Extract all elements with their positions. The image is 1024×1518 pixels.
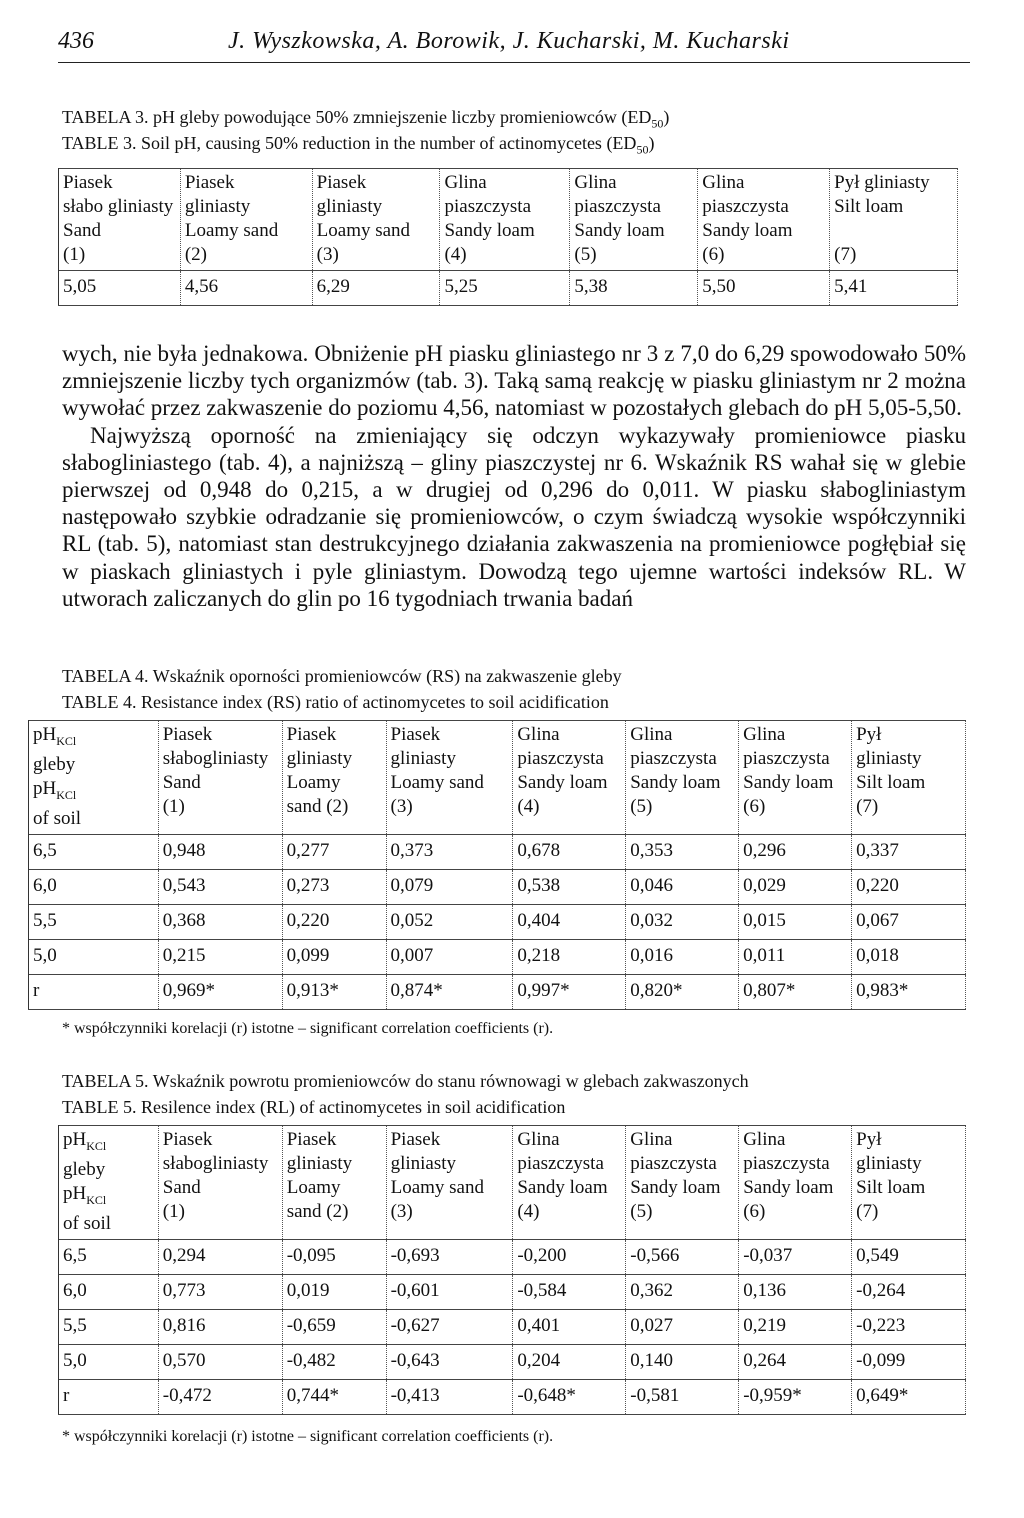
table-cell: 4,56 (180, 271, 312, 306)
table-cell: 0,362 (626, 1274, 739, 1309)
table-cell: 0,874* (386, 974, 513, 1009)
row-label: r (59, 1379, 159, 1414)
table5-caption-en: TABLE 5. Resilence index (RL) of actinomycetes in soil acidification (62, 1097, 566, 1117)
table-cell: 0,099 (282, 939, 386, 974)
table5-col-header: Pył gliniasty Silt loam (7) (852, 1126, 966, 1240)
table-cell: -0,601 (386, 1274, 513, 1309)
running-header (58, 28, 970, 66)
table-cell: 0,807* (739, 974, 852, 1009)
table-cell: 0,744* (282, 1379, 386, 1414)
table-cell: 0,538 (513, 869, 626, 904)
table-row (59, 1309, 966, 1344)
table-cell: -0,693 (386, 1239, 513, 1274)
table4-header-row (29, 721, 966, 835)
table5-col-header: Piasek gliniasty Loamy sand (3) (386, 1126, 513, 1240)
table3-caption-pl: TABELA 3. pH gleby powodujące 50% zmniejszenie liczby promieniowców $(ED_{50})$ (62, 107, 670, 131)
row-label: 6,0 (59, 1274, 159, 1309)
table-cell: -0,095 (282, 1239, 386, 1274)
table4-caption-pl: TABELA 4. Wskaźnik oporności promieniowców (RS) na zakwaszenie gleby (62, 666, 622, 686)
table-cell: 0,204 (513, 1344, 626, 1379)
table3-caption-en: TABLE 3. Soil pH, causing 50% reduction in the number of actinomycetes $(ED_{50})$ (62, 133, 655, 157)
table3-col-header: Glina piaszczysta Sandy loam (6) (698, 169, 830, 271)
table-cell: 0,007 (386, 939, 513, 974)
table5-ph-header: $pH_{KCl}$ gleby $pH_{KCl}$ of soil (59, 1126, 159, 1240)
table-cell: 0,079 (386, 869, 513, 904)
table-cell: 0,969* (158, 974, 282, 1009)
table-cell: 0,046 (626, 869, 739, 904)
header-rule (58, 62, 970, 63)
table-cell: 0,373 (386, 834, 513, 869)
table3-col-header: Pył gliniasty Silt loam (7) (830, 169, 958, 271)
table3-col-header: Piasek słabo gliniasty Sand (1) (59, 169, 181, 271)
table-cell: 5,50 (698, 271, 830, 306)
table3-col-header: Glina piaszczysta Sandy loam (5) (570, 169, 698, 271)
row-label: 5,0 (29, 939, 159, 974)
table-cell: 5,05 (59, 271, 181, 306)
table-row (59, 1274, 966, 1309)
table-cell: 0,019 (282, 1274, 386, 1309)
table-cell: 0,220 (852, 869, 966, 904)
table-cell: -0,959* (739, 1379, 852, 1414)
table-row (59, 1239, 966, 1274)
table-cell: 0,218 (513, 939, 626, 974)
table-cell: -0,566 (626, 1239, 739, 1274)
page-number: 436 (58, 28, 94, 54)
table-cell: 5,41 (830, 271, 958, 306)
table-cell: 0,294 (158, 1239, 282, 1274)
table-row (29, 904, 966, 939)
table-cell: 0,368 (158, 904, 282, 939)
table-cell: 0,404 (513, 904, 626, 939)
table4-col-header: Pył gliniasty Silt loam (7) (852, 721, 966, 835)
running-authors: J. Wyszkowska, A. Borowik, J. Kucharski, M. Kucharski (228, 28, 790, 54)
table-row (29, 834, 966, 869)
row-label: 6,5 (29, 834, 159, 869)
table-cell: 0,215 (158, 939, 282, 974)
table-cell: 0,136 (739, 1274, 852, 1309)
table-cell: 0,032 (626, 904, 739, 939)
table-cell: 0,913* (282, 974, 386, 1009)
table-cell: 5,38 (570, 271, 698, 306)
table4-col-header: Glina piaszczysta Sandy loam (6) (739, 721, 852, 835)
table5-col-header: Glina piaszczysta Sandy loam (6) (739, 1126, 852, 1240)
table4-ph-header: $pH_{KCl}$ gleby $pH_{KCl}$ of soil (29, 721, 159, 835)
body-text (62, 340, 966, 612)
table-cell: 0,277 (282, 834, 386, 869)
table-cell: 0,264 (739, 1344, 852, 1379)
table5-col-header: Glina piaszczysta Sandy loam (5) (626, 1126, 739, 1240)
row-label: 6,0 (29, 869, 159, 904)
table-cell: 0,353 (626, 834, 739, 869)
table-cell: -0,627 (386, 1309, 513, 1344)
table-cell: -0,643 (386, 1344, 513, 1379)
table4-caption-en: TABLE 4. Resistance index (RS) ratio of actinomycetes to soil acidification (62, 692, 609, 712)
table-cell: -0,584 (513, 1274, 626, 1309)
table-cell: -0,200 (513, 1239, 626, 1274)
table-row (29, 939, 966, 974)
table5-col-header: Piasek gliniasty Loamy sand (2) (282, 1126, 386, 1240)
row-label: 6,5 (59, 1239, 159, 1274)
row-label: 5,0 (59, 1344, 159, 1379)
table5-col-header: Piasek słabogliniasty Sand (1) (158, 1126, 282, 1240)
table4-col-header: Piasek gliniasty Loamy sand (3) (386, 721, 513, 835)
table-cell: 0,948 (158, 834, 282, 869)
table3-col-header: Glina piaszczysta Sandy loam (4) (440, 169, 570, 271)
table-cell: 0,816 (158, 1309, 282, 1344)
table-cell: 0,997* (513, 974, 626, 1009)
table4-footnote: * współczynniki korelacji (r) istotne – significant correlation coefficients (r). (62, 1020, 554, 1037)
table-cell: 0,220 (282, 904, 386, 939)
table-cell: 0,570 (158, 1344, 282, 1379)
table4-col-header: Glina piaszczysta Sandy loam (5) (626, 721, 739, 835)
table4-col-header: Piasek gliniasty Loamy sand (2) (282, 721, 386, 835)
body-paragraph-2: Najwyższą oporność na zmieniający się odczyn wykazywały promieniowce piasku słabogliniastego (tab. 4), a najniższą – gliny piaszczystej nr 6. Wskaźnik RS wahał się w glebie pierwszej od 0,948 do 0,215, a w drugiej od 0,296 do 0,011. W piasku słabogliniastym następowało szybkie odradzanie się promieniowców, o czym świadczą wysokie współczynniki RL (tab. 5), natomiast stan destrukcyjnego działania zakwaszenia na promieniowce pogłębiał się w piaskach gliniastych i pyle gliniastym. Dowodzą tego ujemne wartości indeksów RL. W utworach zaliczanych do glin po 16 tygodniach trwania badań (62, 422, 966, 611)
table-cell: -0,648* (513, 1379, 626, 1414)
table4 (28, 720, 966, 1010)
row-label: 5,5 (29, 904, 159, 939)
table-row (29, 869, 966, 904)
table-cell: 6,29 (312, 271, 440, 306)
table5-col-header: Glina piaszczysta Sandy loam (4) (513, 1126, 626, 1240)
table3-col-header: Piasek gliniasty Loamy sand (2) (180, 169, 312, 271)
table-cell: 0,649* (852, 1379, 966, 1414)
table-cell: 0,011 (739, 939, 852, 974)
table-cell: 0,052 (386, 904, 513, 939)
row-label: 5,5 (59, 1309, 159, 1344)
table-cell: -0,223 (852, 1309, 966, 1344)
table3-value-row (59, 271, 958, 306)
table-cell: -0,037 (739, 1239, 852, 1274)
table3-header-row (59, 169, 958, 271)
table-cell: 0,678 (513, 834, 626, 869)
table-cell: -0,264 (852, 1274, 966, 1309)
table5 (58, 1125, 966, 1415)
table-cell: 0,820* (626, 974, 739, 1009)
table-cell: 0,273 (282, 869, 386, 904)
table-cell: -0,472 (158, 1379, 282, 1414)
table5-caption-pl: TABELA 5. Wskaźnik powrotu promieniowców do stanu równowagi w glebach zakwaszonych (62, 1071, 749, 1091)
table3 (58, 168, 958, 306)
table-cell: 0,018 (852, 939, 966, 974)
table-cell: 5,25 (440, 271, 570, 306)
table4-col-header: Piasek słabogliniasty Sand (1) (158, 721, 282, 835)
table-cell: -0,413 (386, 1379, 513, 1414)
table-row (59, 1344, 966, 1379)
table-cell: 0,140 (626, 1344, 739, 1379)
table-cell: 0,015 (739, 904, 852, 939)
table-cell: 0,337 (852, 834, 966, 869)
row-label: r (29, 974, 159, 1009)
table-cell: 0,543 (158, 869, 282, 904)
table-cell: 0,029 (739, 869, 852, 904)
table-cell: -0,659 (282, 1309, 386, 1344)
body-paragraph-1: wych, nie była jednakowa. Obniżenie pH piasku gliniastego nr 3 z 7,0 do 6,29 spowodowało 50% zmniejszenie liczby tych organizmów (tab. 3). Taką samą reakcję w piasku gliniastym nr 2 można wywołać przez zakwaszenie do poziomu 4,56, natomiast w pozostałych glebach do pH 5,05-5,50. (62, 341, 966, 421)
table-cell: -0,482 (282, 1344, 386, 1379)
table5-footnote: * współczynniki korelacji (r) istotne – significant correlation coefficients (r). (62, 1428, 554, 1445)
table-cell: -0,581 (626, 1379, 739, 1414)
table-cell: 0,401 (513, 1309, 626, 1344)
table-cell: 0,067 (852, 904, 966, 939)
table-row (29, 974, 966, 1009)
table-cell: 0,016 (626, 939, 739, 974)
table-cell: 0,296 (739, 834, 852, 869)
table-row (59, 1379, 966, 1414)
table-cell: 0,549 (852, 1239, 966, 1274)
table4-col-header: Glina piaszczysta Sandy loam (4) (513, 721, 626, 835)
table-cell: 0,983* (852, 974, 966, 1009)
table5-header-row (59, 1126, 966, 1240)
table-cell: -0,099 (852, 1344, 966, 1379)
table3-col-header: Piasek gliniasty Loamy sand (3) (312, 169, 440, 271)
table-cell: 0,219 (739, 1309, 852, 1344)
table-cell: 0,773 (158, 1274, 282, 1309)
table-cell: 0,027 (626, 1309, 739, 1344)
